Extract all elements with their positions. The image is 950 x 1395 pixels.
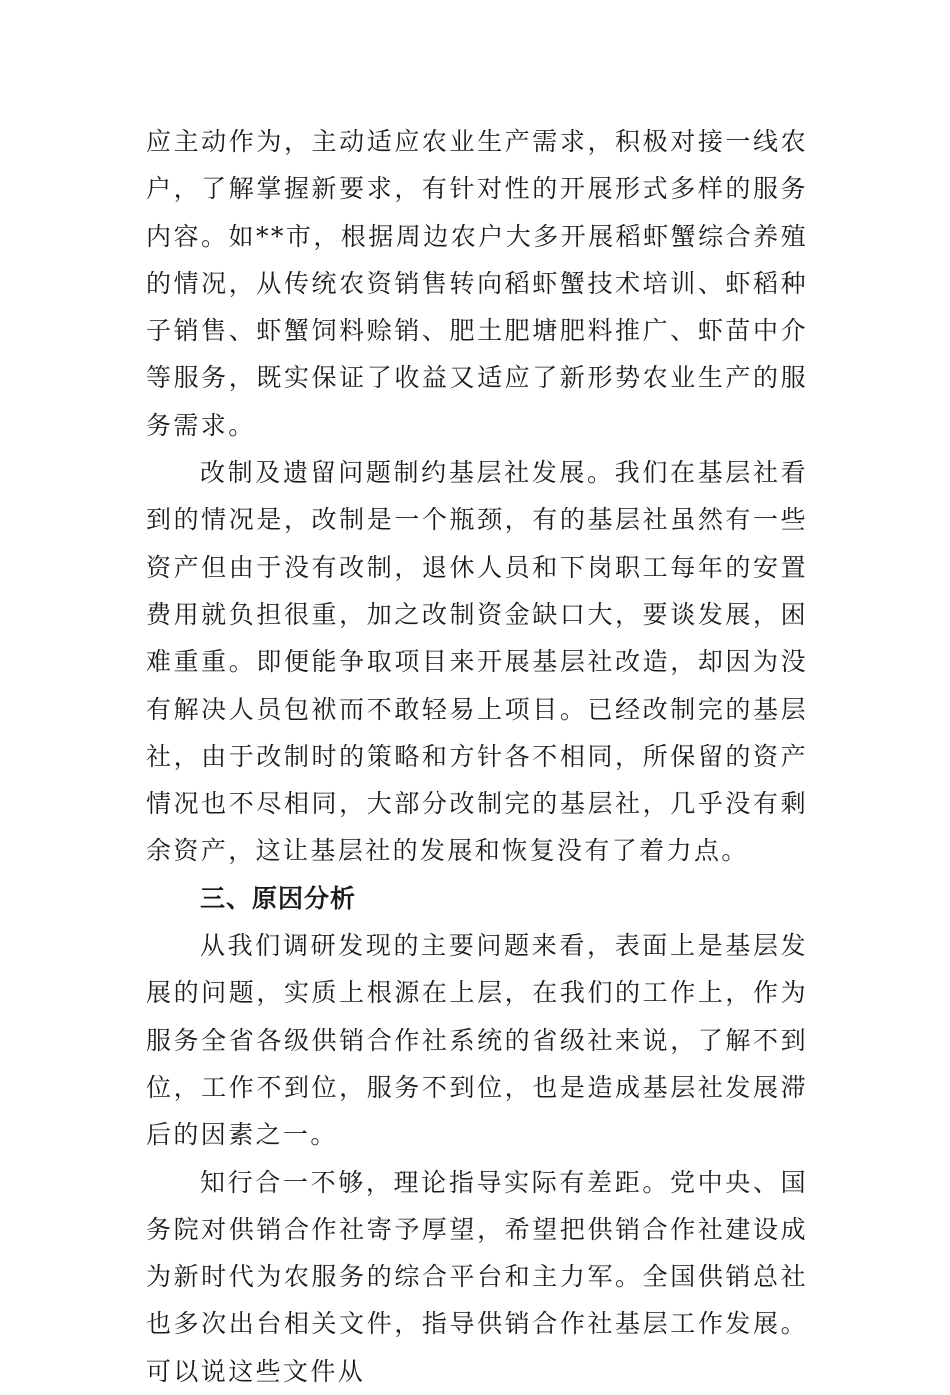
paragraph-restructuring-issues: 改制及遗留问题制约基层社发展。我们在基层社看到的情况是，改制是一个瓶颈，有的基层社虽然有一些资产但由于没有改制，退休人员和下岗职工每年的安置费用就负担很重，加之改制资金缺口大，要谈发展，困难重重。即便能争取项目来开展基层社改造，却因为没有解决人员包袱而不敢轻易上项目。已经改制完的基层社，由于改制时的策略和方针各不相同，所保留的资产情况也不尽相同，大部分改制完的基层社，几乎没有剩余资产，这让基层社的发展和恢复没有了着力点。 [146,458,808,866]
paragraph-theory-practice-gap: 知行合一不够，理论指导实际有差距。党中央、国务院对供销合作社寄予厚望，希望把供销合作社建设成为新时代为农服务的综合平台和主力军。全国供销总社也多次出台相关文件，指导供销合作社基层工作发展。可以说这些文件从 [146,1167,808,1386]
document-body [146,118,808,1395]
paragraph-main-problems: 从我们调研发现的主要问题来看，表面上是基层发展的问题，实质上根源在上层，在我们的工作上，作为服务全省各级供销合作社系统的省级社来说，了解不到位，工作不到位，服务不到位，也是造成基层社发展滞后的因素之一。 [146,931,808,1150]
section-heading-cause-analysis: 三、原因分析 [200,883,357,913]
paragraph-service-adaptation: 应主动作为，主动适应农业生产需求，积极对接一线农户，了解掌握新要求，有针对性的开展形式多样的服务内容。如**市，根据周边农户大多开展稻虾蟹综合养殖的情况，从传统农资销售转向稻虾蟹技术培训、虾稻种子销售、虾蟹饲料赊销、肥土肥塘肥料推广、虾苗中介等服务，既实保证了收益又适应了新形势农业生产的服务需求。 [146,127,808,440]
